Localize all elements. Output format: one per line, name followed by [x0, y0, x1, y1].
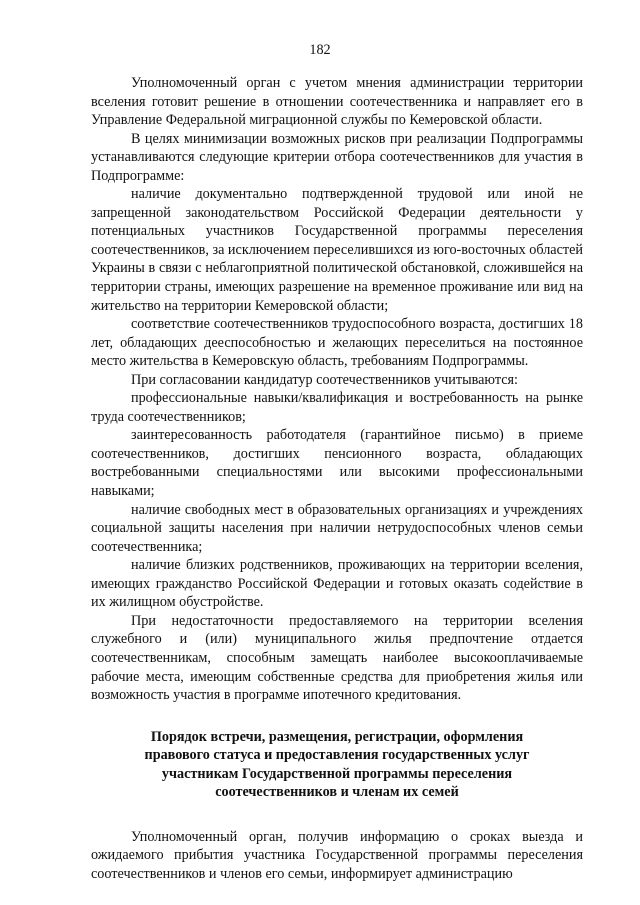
- paragraph: профессиональные навыки/квалификация и востребованность на рынке труда соотечественников;: [91, 390, 583, 425]
- paragraph: заинтересованность работодателя (гарантийное письмо) в приеме соотечественников, достигших пенсионного возраста, обладающих востребованными специальностями или высокими профессиональными навыками;: [91, 427, 583, 500]
- paragraph: При согласовании кандидатур соотечественников учитываются:: [131, 371, 518, 388]
- section-heading-line: Порядок встречи, размещения, регистрации, оформления: [150, 728, 524, 745]
- paragraph: наличие близких родственников, проживающих на территории вселения, имеющих гражданство Российской Федерации и готовых оказать содействие в их жилищном обустройстве.: [91, 557, 583, 611]
- paragraph: При недостаточности предоставляемого на территории вселения служебного и (или) муниципального жилья предпочтение отдается соотечественникам, способным замещать наиболее высокооплачиваемые рабочие места, имеющим собственные средства для приобретения жилья или возможность участия в программе ипотечного кредитования.: [91, 612, 583, 704]
- paragraph: Уполномоченный орган с учетом мнения администрации территории вселения готовит решение в отношении соотечественника и направляет его в Управление Федеральной миграционной службы по Кемеровской области.: [91, 75, 583, 129]
- section-heading-line: соотечественников и членам их семей: [215, 784, 459, 801]
- page-number: 182: [309, 42, 331, 58]
- paragraph: наличие документально подтвержденной трудовой или иной не запрещенной законодательством Российской Федерации деятельности у потенциальных участников Государственной программы переселения соотечественников, за исключением переселившихся из юго-восточных областей Украины в связи с неблагоприятной политической обстановкой, сложившейся на территории страны, имеющих разрешение на временное проживание или вид на жительство на территории Кемеровской области;: [91, 186, 583, 314]
- document-body: [91, 74, 583, 883]
- paragraph: Уполномоченный орган, получив информацию о сроках выезда и ожидаемого прибытия участника Государственной программы переселения соотечественников и членов его семьи, информирует администрацию: [91, 828, 583, 882]
- section-heading-line: правового статуса и предоставления государственных услуг: [144, 747, 530, 764]
- paragraph: соответствие соотечественников трудоспособного возраста, достигших 18 лет, обладающих дееспособностью и желающих переселиться на постоянное место жительства в Кемеровскую область, требованиям Подпрограммы.: [91, 316, 583, 370]
- paragraph: наличие свободных мест в образовательных организациях и учреждениях социальной защиты населения при наличии нетрудоспособных членов семьи соотечественника;: [91, 501, 583, 555]
- section-heading: [91, 728, 583, 802]
- section-heading-line: участникам Государственной программы переселения: [161, 765, 513, 782]
- paragraph: В целях минимизации возможных рисков при реализации Подпрограммы устанавливаются следующие критерии отбора соотечественников для участия в Подпрограмме:: [91, 130, 583, 184]
